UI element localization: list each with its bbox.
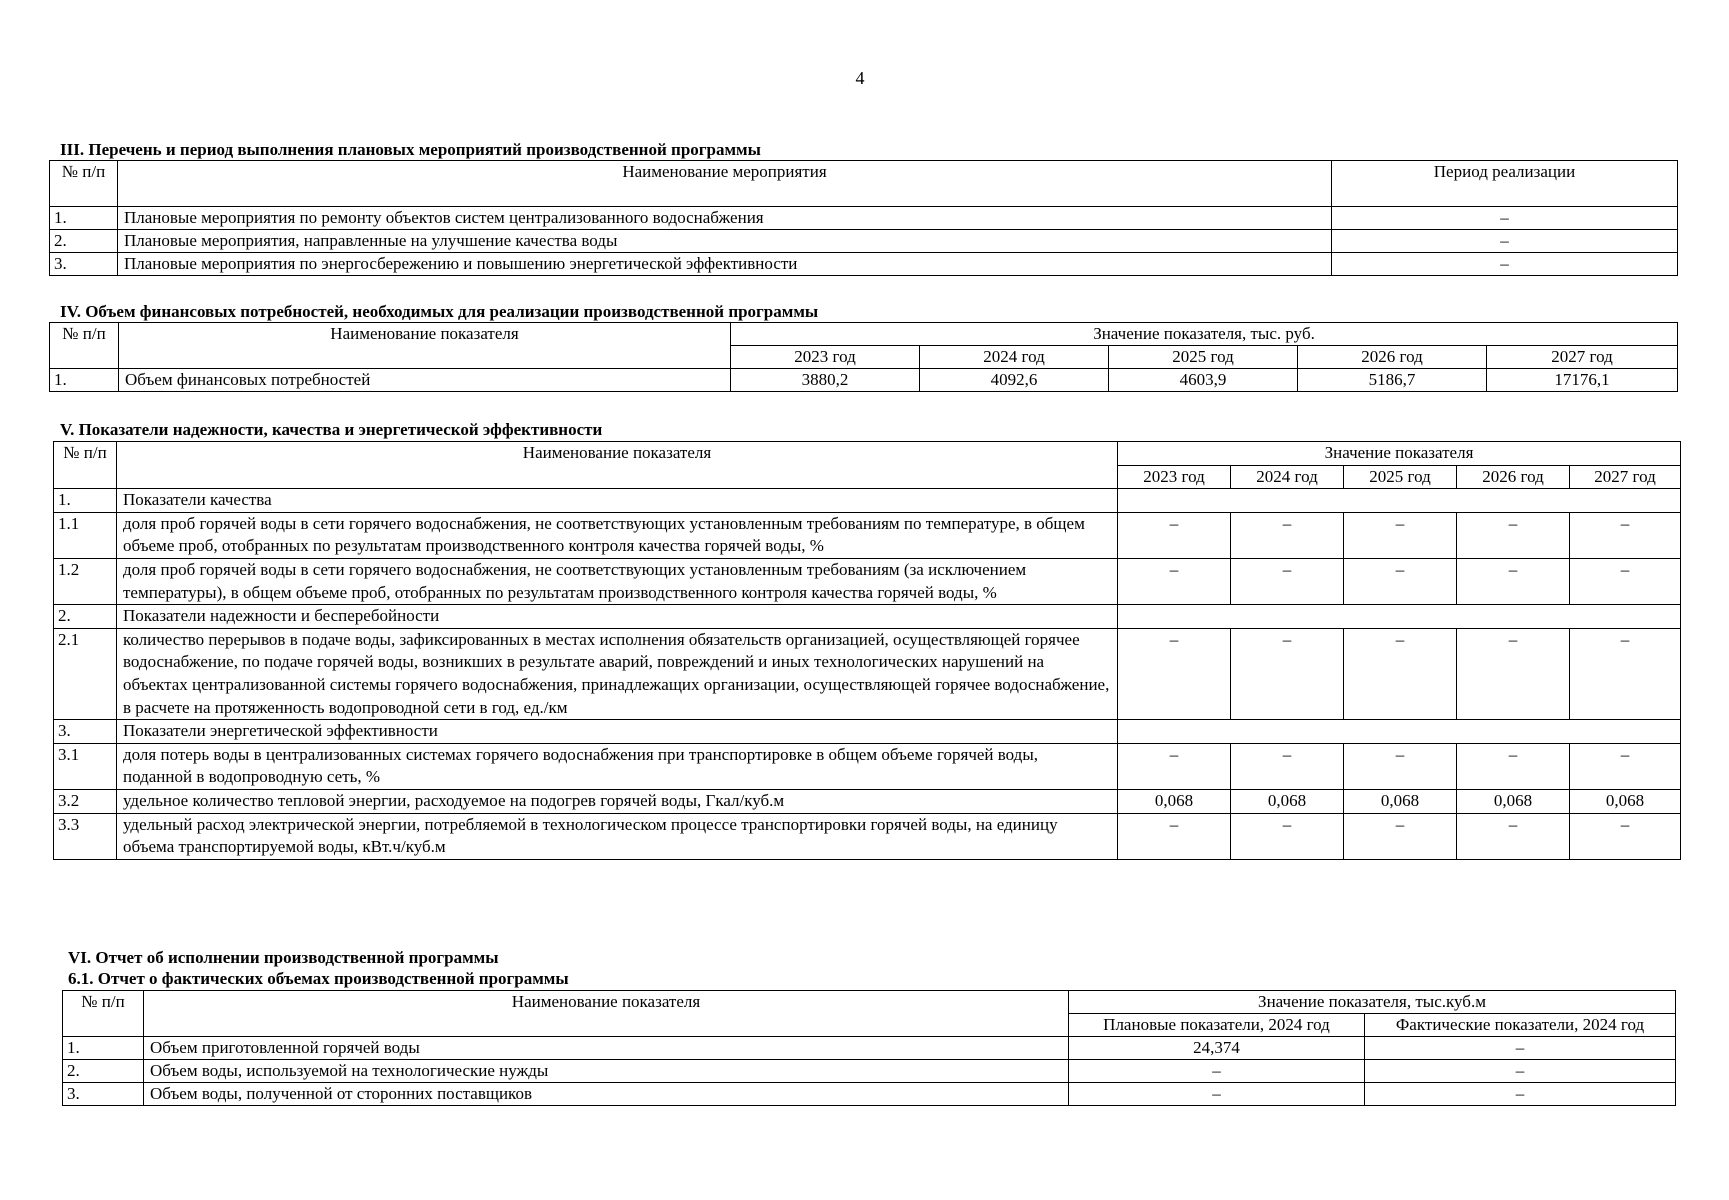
section-5-title: V. Показатели надежности, качества и энергетической эффективности [60,420,603,439]
row-name: доля проб горячей воды в сети горячего водоснабжения, не соответствующих установленным требованиям по температуре, в общем объеме проб, отобранных по результатам производственного контроля качества горячей воды, % [117,512,1118,558]
row-no: 1. [63,1037,144,1060]
row-value-empty [1118,605,1681,629]
row-name: Плановые мероприятия по энергосбережению и повышению энергетической эффективности [118,253,1332,276]
table-row [50,230,1678,253]
section-6-subtitle: 6.1. Отчет о фактических объемах производственной программы [68,969,569,988]
header-year: 2025 год [1109,346,1298,369]
row-value: 4092,6 [920,369,1109,392]
row-name: доля проб горячей воды в сети горячего водоснабжения, не соответствующих установленным требованиям (за исключением температуры), в общем объеме проб, отобранных по результатам производственного контроля качества горячей воды, % [117,558,1118,604]
row-plan: 24,374 [1069,1037,1365,1060]
table-row [54,720,1681,744]
row-value: – [1570,743,1681,789]
row-value: 17176,1 [1487,369,1678,392]
table-row [54,743,1681,789]
row-no: 2.1 [54,628,117,719]
row-name: доля потерь воды в централизованных системах горячего водоснабжения при транспортировке в общем объеме горячей воды, поданной в водопроводную сеть, % [117,743,1118,789]
row-no: 2. [63,1060,144,1083]
row-no: 1.1 [54,512,117,558]
row-value: – [1231,558,1344,604]
row-value: – [1457,512,1570,558]
row-period: – [1332,230,1678,253]
header-value: Значение показателя [1118,442,1681,466]
row-value: – [1457,628,1570,719]
header-year: 2027 год [1487,346,1678,369]
header-year: 2026 год [1298,346,1487,369]
row-name: Показатели качества [117,489,1118,513]
header-period: Период реализации [1332,161,1678,207]
header-value: Значение показателя, тыс. руб. [731,323,1678,346]
row-name: Плановые мероприятия по ремонту объектов систем централизованного водоснабжения [118,207,1332,230]
row-value-empty [1118,489,1681,513]
row-value: 0,068 [1344,789,1457,813]
section-3-table [49,160,1678,276]
header-no: № п/п [54,442,117,489]
row-value: – [1570,813,1681,859]
table-row [63,1037,1676,1060]
row-value: – [1118,628,1231,719]
table-row [54,605,1681,629]
row-value: – [1344,628,1457,719]
header-year: 2026 год [1457,465,1570,489]
row-name: Объем воды, используемой на технологические нужды [144,1060,1069,1083]
row-value: – [1570,628,1681,719]
page-number: 4 [855,68,865,88]
row-value-empty [1118,720,1681,744]
row-fact: – [1365,1083,1676,1106]
row-value: – [1344,512,1457,558]
row-value: – [1570,512,1681,558]
row-value: – [1231,813,1344,859]
row-no: 3.1 [54,743,117,789]
row-value: – [1344,558,1457,604]
row-no: 1. [50,207,118,230]
table-row [50,369,1678,392]
header-year: 2024 год [920,346,1109,369]
table-row [54,489,1681,513]
header-name: Наименование показателя [119,323,731,369]
table-row [50,207,1678,230]
row-no: 2. [54,605,117,629]
header-no: № п/п [63,991,144,1037]
header-year: 2024 год [1231,465,1344,489]
header-year: 2025 год [1344,465,1457,489]
section-4-title: IV. Объем финансовых потребностей, необходимых для реализации производственной программы [60,302,819,321]
row-value: – [1570,558,1681,604]
header-no: № п/п [50,323,119,369]
header-no: № п/п [50,161,118,207]
header-fact: Фактические показатели, 2024 год [1365,1014,1676,1037]
row-value: 0,068 [1570,789,1681,813]
row-value: – [1231,743,1344,789]
header-name: Наименование мероприятия [118,161,1332,207]
table-row [54,789,1681,813]
row-no: 3.3 [54,813,117,859]
row-value: 0,068 [1231,789,1344,813]
header-year: 2027 год [1570,465,1681,489]
row-no: 3. [63,1083,144,1106]
row-period: – [1332,207,1678,230]
table-row [54,558,1681,604]
row-value: 0,068 [1118,789,1231,813]
row-no: 3. [50,253,118,276]
table-row [50,253,1678,276]
header-value: Значение показателя, тыс.куб.м [1069,991,1676,1014]
row-plan: – [1069,1083,1365,1106]
row-name: удельный расход электрической энергии, потребляемой в технологическом процессе транспортировки горячей воды, на единицу объема транспортируемой воды, кВт.ч/куб.м [117,813,1118,859]
row-value: – [1457,813,1570,859]
row-value: – [1118,558,1231,604]
row-value: 4603,9 [1109,369,1298,392]
row-plan: – [1069,1060,1365,1083]
row-no: 1. [50,369,119,392]
row-name: количество перерывов в подаче воды, зафиксированных в местах исполнения обязательств организацией, осуществляющей горячее водоснабжение, по подаче горячей воды, возникших в результате аварий, повреждений и иных технологических нарушений на объектах централизованной системы горячего водоснабжения, принадлежащих организации, осуществляющей горячее водоснабжение, в расчете на протяженность водопроводной сети в год, ед./км [117,628,1118,719]
row-value: – [1118,743,1231,789]
row-name: Показатели надежности и бесперебойности [117,605,1118,629]
row-name: Объем финансовых потребностей [119,369,731,392]
table-row [54,813,1681,859]
table-row [63,1060,1676,1083]
header-name: Наименование показателя [117,442,1118,489]
row-value: – [1457,743,1570,789]
section-4-table [49,322,1678,392]
row-value: – [1344,743,1457,789]
row-fact: – [1365,1060,1676,1083]
header-year: 2023 год [1118,465,1231,489]
row-value: – [1231,628,1344,719]
header-name: Наименование показателя [144,991,1069,1037]
row-value: 3880,2 [731,369,920,392]
row-name: Объем воды, полученной от сторонних поставщиков [144,1083,1069,1106]
row-value: – [1457,558,1570,604]
table-row [54,628,1681,719]
row-value: – [1231,512,1344,558]
table-row [54,512,1681,558]
section-6-table [62,990,1676,1106]
row-name: Плановые мероприятия, направленные на улучшение качества воды [118,230,1332,253]
table-row [63,1083,1676,1106]
row-fact: – [1365,1037,1676,1060]
row-no: 3.2 [54,789,117,813]
row-name: Объем приготовленной горячей воды [144,1037,1069,1060]
section-5-table [53,441,1681,860]
section-6-title: VI. Отчет об исполнении производственной программы [68,948,499,967]
row-no: 2. [50,230,118,253]
row-value: 0,068 [1457,789,1570,813]
row-no: 3. [54,720,117,744]
section-3-title: III. Перечень и период выполнения плановых мероприятий производственной программы [60,140,761,159]
row-no: 1.2 [54,558,117,604]
header-year: 2023 год [731,346,920,369]
row-no: 1. [54,489,117,513]
row-name: Показатели энергетической эффективности [117,720,1118,744]
row-value: – [1118,813,1231,859]
row-value: 5186,7 [1298,369,1487,392]
row-period: – [1332,253,1678,276]
header-plan: Плановые показатели, 2024 год [1069,1014,1365,1037]
row-value: – [1344,813,1457,859]
row-name: удельное количество тепловой энергии, расходуемое на подогрев горячей воды, Гкал/куб.м [117,789,1118,813]
row-value: – [1118,512,1231,558]
